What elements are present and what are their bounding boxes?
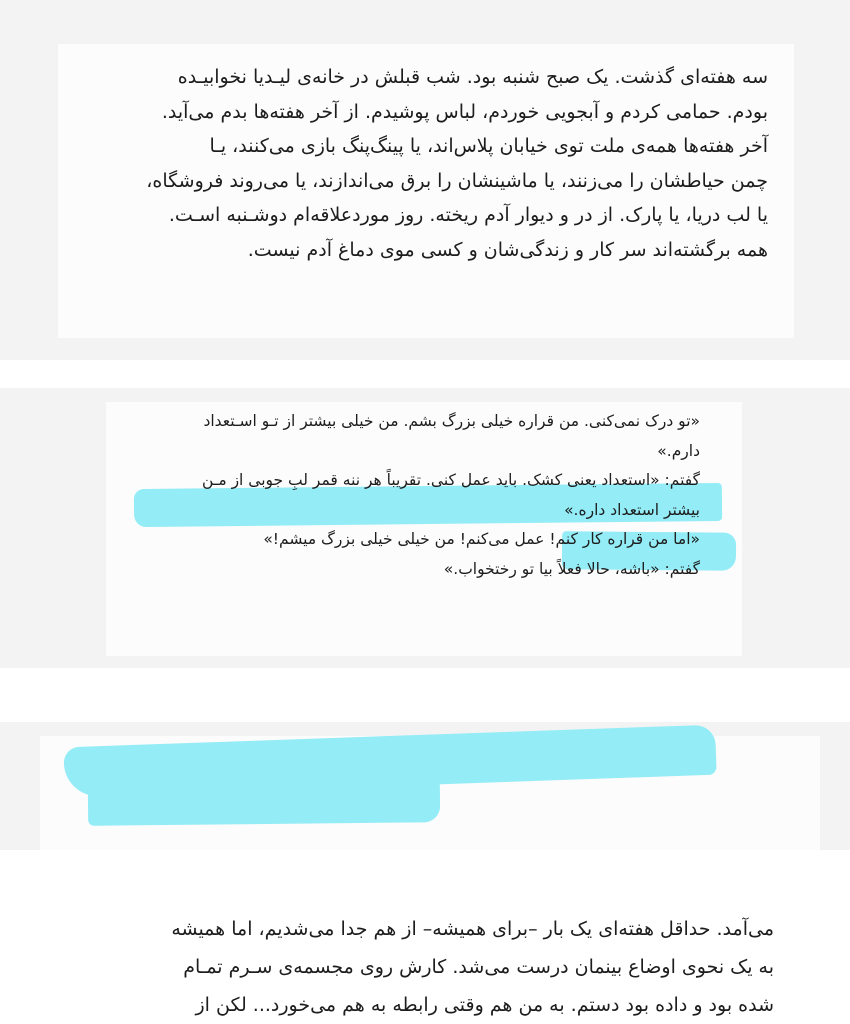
highlighted-text: به یک نحوی اوضاع بینمان درست می‌شد. bbox=[452, 956, 774, 978]
dialogue-line: گفتم: «باشه، حالا فعلاً بیا تو رختخواب.» bbox=[443, 559, 700, 578]
paragraph-1-line: یا لب دریا، یا پارک. از در و دیوار آدم ریخته. روز موردعلاقه‌ام دوشـنبه اسـت. bbox=[168, 204, 768, 226]
highlight-mark bbox=[88, 778, 440, 826]
dialogue-line: «اما من قراره کار کنم! عمل می‌کنم! من خیلی خیلی بزرگ میشم!» bbox=[263, 530, 700, 548]
paragraph-1 bbox=[100, 60, 768, 267]
dialogue-block bbox=[132, 407, 700, 584]
paragraph-1-line: آخر هفته‌ها همه‌ی ملت توی خیابان پلاس‌اند، یا پینگ‌پنگ بازی می‌کنند، یـا bbox=[209, 135, 768, 157]
paragraph-3 bbox=[80, 910, 774, 1024]
paragraph-3-text: می‌آمد. bbox=[710, 918, 774, 940]
paragraph-3-line bbox=[80, 948, 774, 986]
dialogue-line: گفتم: «استعداد یعنی کشک. باید عمل کنی. تقریباً هر ننه قمر لبِ جوبی از مـن bbox=[202, 471, 700, 489]
paragraph-3-text: کارش روی مجسمه‌ی سـرم تمـام bbox=[183, 956, 453, 978]
paragraph-1-line: همه برگشته‌اند سر کار و زندگی‌شان و کسی موی دماغ آدم نیست. bbox=[247, 238, 768, 261]
dialogue-line: دارم.» bbox=[657, 441, 700, 460]
paragraph-3-line: شده بود و داده بود دستم. به من هم وقتی رابطه به هم می‌خورد... لکن از bbox=[195, 994, 774, 1016]
dialogue-line: «تو درک نمی‌کنی. من قراره خیلی بزرگ بشم. من خیلی بیشتر از تـو اسـتعداد bbox=[203, 412, 700, 430]
paragraph-1-line: سه هفته‌ای گذشت. یک صبح شنبه بود. شب قبلش در خانه‌ی لیـدیا نخوابیـده bbox=[177, 66, 768, 88]
paragraph-1-line: چمن حیاطشان را می‌زنند، یا ماشینشان را برق می‌اندازند، یا می‌روند فروشگاه، bbox=[146, 169, 768, 192]
paragraph-1-line: بودم. حمامی کردم و آبجویی خوردم، لباس پوشیدم. از آخر هفته‌ها بدم می‌آید. bbox=[161, 100, 768, 123]
paragraph-3-line bbox=[80, 910, 774, 948]
dialogue-line: بیشتر استعداد داره.» bbox=[564, 500, 700, 519]
highlighted-text: حداقل هفته‌ای یک بار –برای همیشه– از هم جدا می‌شدیم، اما همیشه bbox=[171, 918, 711, 940]
